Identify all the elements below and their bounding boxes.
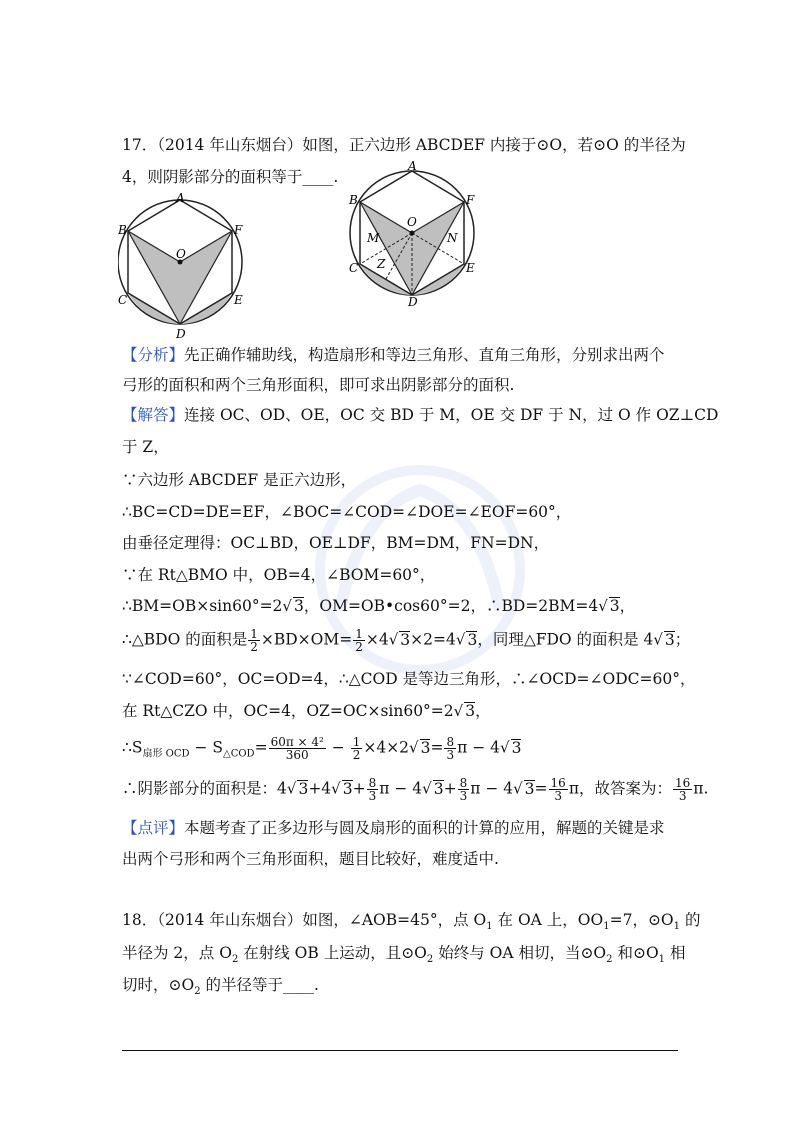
label-d: D (408, 295, 418, 308)
analysis-tag: 【分析】 (122, 346, 185, 364)
comment-line1: 【点评】本题考查了正多边形与圆及扇形的面积的计算的应用，解题的关键是求 (122, 819, 665, 837)
label-c: C (349, 261, 359, 275)
label-b: B (118, 223, 127, 237)
label-o: O (407, 215, 417, 229)
solution-step4: ∴BC=CD=DE=EF，∠BOC=∠COD=∠DOE=∠EOF=60°， (122, 503, 572, 521)
solution-step3: ∵六边形 ABCDEF 是正六边形， (122, 471, 357, 489)
solution-step9: ∵∠COD=60°，OC=OD=4，∴△COD 是等边三角形，∴∠OCD=∠ODC=60°， (122, 670, 696, 688)
analysis-line2: 弓形的面积和两个三角形面积，即可求出阴影部分的面积. (122, 376, 515, 394)
comment-tag: 【点评】 (122, 819, 185, 837)
solution-step5: 由垂径定理得：OC⊥BD，OE⊥DF，BM=DM，FN=DN， (122, 534, 550, 552)
label-b: B (349, 193, 358, 207)
solution-step10: 在 Rt△CZO 中，OC=4，OZ=OC×sin60°=2√ 3， (122, 702, 491, 720)
label-a: A (408, 159, 417, 173)
comment-line2: 出两个弓形和两个三角形面积，题目比较好，难度适中. (122, 850, 499, 868)
label-z: Z (377, 257, 386, 271)
label-o: O (176, 247, 186, 261)
problem18-line3: 切时，$⊙O_2$ 的半径等于____. (122, 976, 319, 998)
label-d: D (176, 327, 186, 340)
problem17-line2: 4，则阴影部分的面积等于____. (122, 168, 339, 186)
solution-line2: 于 Z， (122, 438, 169, 456)
problem18-line1: 18．（2014 年山东烟台）如图，∠AOB=45°，点 $O_1$ 在 OA 上，$OO_1=7$，$⊙O_1$ 的 (122, 911, 701, 933)
label-c: C (118, 293, 128, 307)
hexagon-figure-1 (118, 192, 258, 340)
label-n: N (447, 231, 458, 245)
label-e: E (234, 293, 243, 307)
label-m: M (367, 231, 380, 245)
solution-step11: $\therefore S_{扇形 OCD} - S_{\triangle COD}=$ $\frac{\text{60π × 4²}}{360}$ − $\frac{1}{2}$ ×4×2√ 3= $\frac{8}{3}$ π − 4√ 3 (122, 735, 522, 762)
hexagon-figure-2 (345, 158, 485, 308)
solution-step7: ∴BM=OB×sin60°=2√ 3，OM=OB•cos60°=2，∴BD=2BM=4√ 3， (122, 597, 636, 615)
label-f: F (234, 223, 243, 237)
problem17-line1: 17．（2014 年山东烟台）如图，正六边形 ABCDEF 内接于⊙O，若⊙O 的半径为 (122, 136, 686, 154)
solution-step12: ∴阴影部分的面积是：4√ 3+4√ 3+ $\frac{8}{3}$ π − 4√ 3+ $\frac{8}{3}$ π − 4√ 3= $\frac{16}{3}$ π，故答案为： $\frac{16}{3}$ π. (122, 776, 709, 803)
solution-tag: 【解答】 (122, 406, 185, 424)
footer-rule (122, 1050, 678, 1051)
problem18-line2: 半径为 2，点 $O_2$ 在射线 OB 上运动，且$⊙O_2$ 始终与 OA 相切，当$⊙O_2$ 和$⊙O_1$ 相 (122, 944, 686, 966)
label-a: A (176, 192, 185, 205)
analysis-line1: 【分析】先正确作辅助线，构造扇形和等边三角形、直角三角形，分别求出两个 (122, 346, 665, 364)
label-f: F (466, 193, 475, 207)
solution-step6: ∵在 Rt△BMO 中，OB=4，∠BOM=60°， (122, 566, 436, 584)
label-e: E (466, 261, 475, 275)
solution-step8: ∴△BDO 的面积是 $\frac{1}{2}$ ×BD×OM= $\frac{1}{2}$ ×4√ 3×2=4√ 3，同理△FDO 的面积是 4√ 3； (122, 627, 691, 654)
solution-line1: 【解答】连接 OC、OD、OE，OC 交 BD 于 M，OE 交 DF 于 N，过 O 作 OZ⊥CD (122, 406, 719, 424)
